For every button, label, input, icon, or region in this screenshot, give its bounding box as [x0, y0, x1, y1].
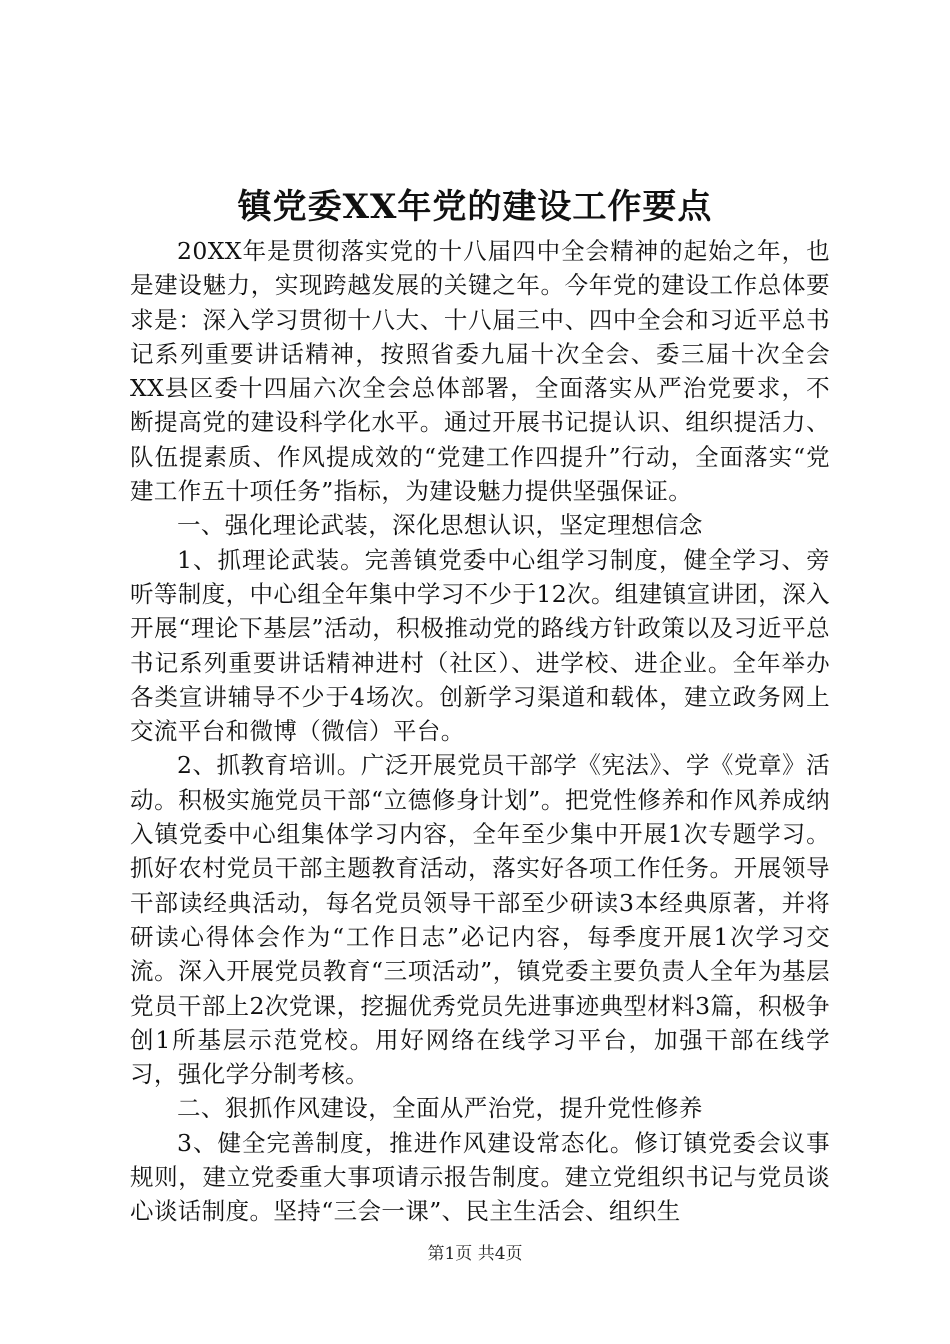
intro-paragraph: 20XX年是贯彻落实党的十八届四中全会精神的起始之年，也是建设魅力，实现跨越发展的关键之年。今年党的建设工作总体要求是：深入学习贯彻十八大、十八届三中、四中全会和习近平总书记系列重要讲话精神，按照省委九届十次全会、委三届十次全会XX县区委十四届六次全会总体部署，全面落实从严治党要求，不断提高党的建设科学化水平。通过开展书记提认识、组织提活力、队伍提素质、作风提成效的“党建工作四提升”行动，全面落实“党建工作五十项任务”指标，为建设魅力提供坚强保证。	[130, 237, 830, 506]
section-heading-2: 二、狠抓作风建设，全面从严治党，提升党性修养	[177, 1094, 703, 1123]
page-footer: 第1页 共4页	[427, 1244, 523, 1264]
section-heading-1: 一、强化理论武装，深化思想认识，坚定理想信念	[177, 511, 703, 540]
document-title: 镇党委XX年党的建设工作要点	[237, 187, 713, 227]
item-paragraph-3: 3、健全完善制度，推进作风建设常态化。修订镇党委会议事规则，建立党委重大事项请示报告制度。建立党组织书记与党员谈心谈话制度。坚持“三会一课”、民主生活会、组织生	[130, 1128, 830, 1226]
item-paragraph-2: 2、抓教育培训。广泛开展党员干部学《宪法》、学《党章》活动。积极实施党员干部“立德修身计划”。把党性修养和作风养成纳入镇党委中心组集体学习内容，全年至少集中开展1次专题学习。抓好农村党员干部主题教育活动，落实好各项工作任务。开展领导干部读经典活动，每名党员领导干部至少研读3本经典原著，并将研读心得体会作为“工作日志”必记内容，每季度开展1次学习交流。深入开展党员教育“三项活动”，镇党委主要负责人全年为基层党员干部上2次党课，挖掘优秀党员先进事迹典型材料3篇，积极争创1所基层示范党校。用好网络在线学习平台，加强干部在线学习，强化学分制考核。	[130, 751, 830, 1089]
document-body	[130, 234, 830, 1229]
item-paragraph-1: 1、抓理论武装。完善镇党委中心组学习制度，健全学习、旁听等制度，中心组全年集中学习不少于12次。组建镇宣讲团，深入开展“理论下基层”活动，积极推动党的路线方针政策以及习近平总书记系列重要讲话精神进村（社区）、进学校、进企业。全年举办各类宣讲辅导不少于4场次。创新学习渠道和载体，建立政务网上交流平台和微博（微信）平台。	[130, 545, 830, 746]
